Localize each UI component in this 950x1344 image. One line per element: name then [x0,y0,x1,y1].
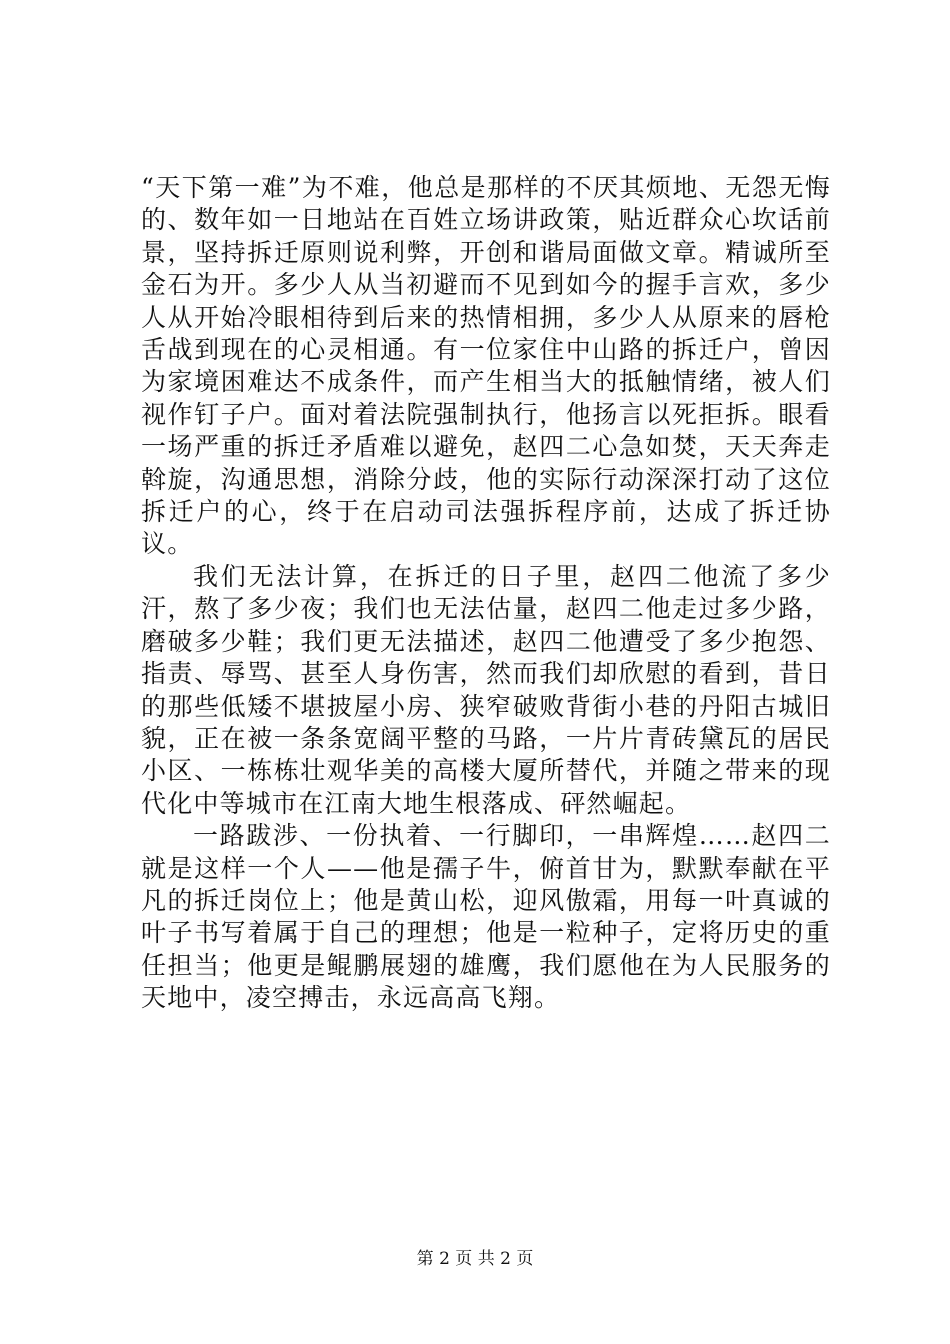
body-text [141,172,831,1015]
paragraph-2: 我们无法计算，在拆迁的日子里，赵四二他流了多少汗，熬了多少夜；我们也无法估量，赵四二他走过多少路，磨破多少鞋；我们更无法描述，赵四二他遭受了多少抱怨、指责、辱骂、甚至人身伤害，然而我们却欣慰的看到，昔日的那些低矮不堪披屋小房、狭窄破败背街小巷的丹阳古城旧貌，正在被一条条宽阔平整的马路，一片片青砖黛瓦的居民小区、一栋栋壮观华美的高楼大厦所替代，并随之带来的现代化中等城市在江南大地生根落成、砰然崛起。 [141,561,831,818]
paragraph-1: “天下第一难”为不难，他总是那样的不厌其烦地、无怨无悔的、数年如一日地站在百姓立场讲政策，贴近群众心坎话前景，坚持拆迁原则说利弊，开创和谐局面做文章。精诚所至金石为开。多少人从当初避而不见到如今的握手言欢，多少人从开始冷眼相待到后来的热情相拥，多少人从原来的唇枪舌战到现在的心灵相通。有一位家住中山路的拆迁户，曾因为家境困难达不成条件，而产生相当大的抵触情绪，被人们视作钉子户。面对着法院强制执行，他扬言以死拒拆。眼看一场严重的拆迁矛盾难以避免，赵四二心急如焚，天天奔走斡旋，沟通思想，消除分歧，他的实际行动深深打动了这位拆迁户的心，终于在启动司法强拆程序前，达成了拆迁协议。 [141,173,831,559]
page-number-footer: 第 2 页 共 2 页 [416,1249,534,1269]
paragraph-3: 一路跋涉、一份执着、一行脚印，一串辉煌……赵四二就是这样一个人——他是孺子牛，俯首甘为，默默奉献在平凡的拆迁岗位上；他是黄山松，迎风傲霜，用每一叶真诚的叶子书写着属于自己的理想；他是一粒种子，定将历史的重任担当；他更是鲲鹏展翅的雄鹰，我们愿他在为人民服务的天地中，凌空搏击，永远高高飞翔。 [141,821,831,1013]
